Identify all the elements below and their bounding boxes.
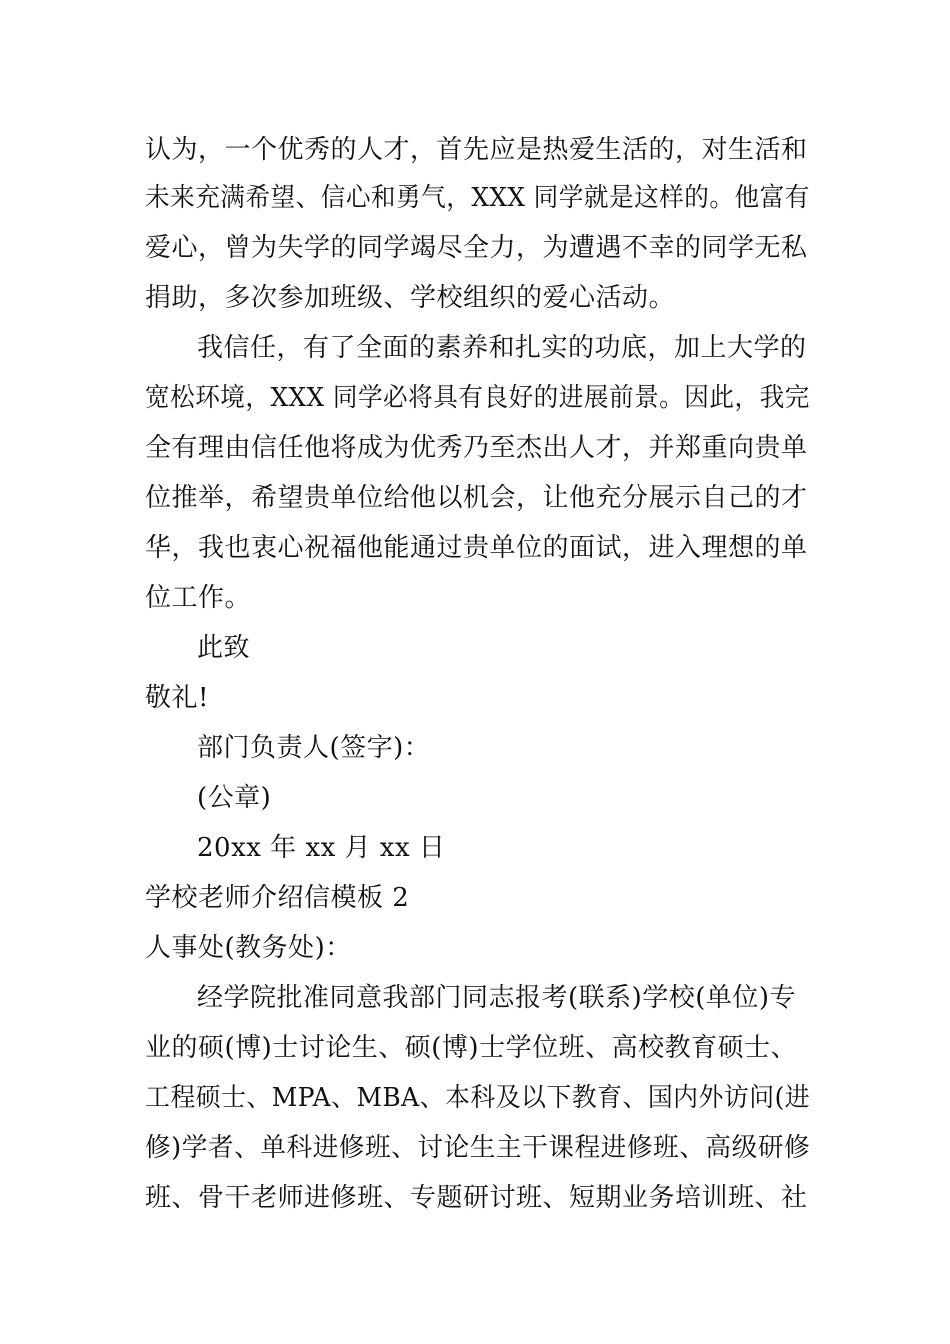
closing-line: 敬礼! (145, 683, 209, 713)
text-line: 经学院批准同意我部门同志报考(联系)学校(单位)专 (197, 983, 797, 1013)
text-line: 业的硕(博)士讨论生、硕(博)士学位班、高校教育硕士、 (145, 1033, 798, 1063)
seal-line: (公章) (197, 783, 272, 813)
text-line: 工程硕士、MPA、MBA、本科及以下教育、国内外访问(进 (145, 1083, 811, 1113)
date-line: 20xx 年 xx 月 xx 日 (197, 833, 446, 863)
text-line: 认为，一个优秀的人才，首先应是热爱生活的，对生活和 (145, 135, 808, 165)
text-line: 华，我也衷心祝福他能通过贵单位的面试，进入理想的单 (145, 533, 808, 563)
text-line: 未来充满希望、信心和勇气，XXX 同学就是这样的。他富有 (145, 183, 810, 213)
signature-line: 部门负责人(签字)： (197, 733, 431, 763)
text-line: 位工作。 (145, 583, 252, 613)
text-line: 位推举，希望贵单位给他以机会，让他充分展示自己的才 (145, 483, 808, 513)
salutation-line: 此致 (197, 633, 251, 663)
text-line: 班、骨干老师进修班、专题研讨班、短期业务培训班、社 (145, 1183, 808, 1213)
section-title: 学校老师介绍信模板 2 (145, 883, 410, 913)
text-line: 全有理由信任他将成为优秀乃至杰出人才，并郑重向贵单 (145, 433, 808, 463)
text-line: 修)学者、单科进修班、讨论生主干课程进修班、高级研修 (145, 1133, 811, 1163)
text-line: 我信任，有了全面的素养和扎实的功底，加上大学的 (197, 333, 807, 363)
text-line: 爱心，曾为失学的同学竭尽全力，为遭遇不幸的同学无私 (145, 233, 808, 263)
recipient-line: 人事处(教务处)： (145, 933, 352, 963)
text-line: 宽松环境，XXX 同学必将具有良好的进展前景。因此，我完 (145, 383, 810, 413)
text-line: 捐助，多次参加班级、学校组织的爱心活动。 (145, 283, 676, 313)
